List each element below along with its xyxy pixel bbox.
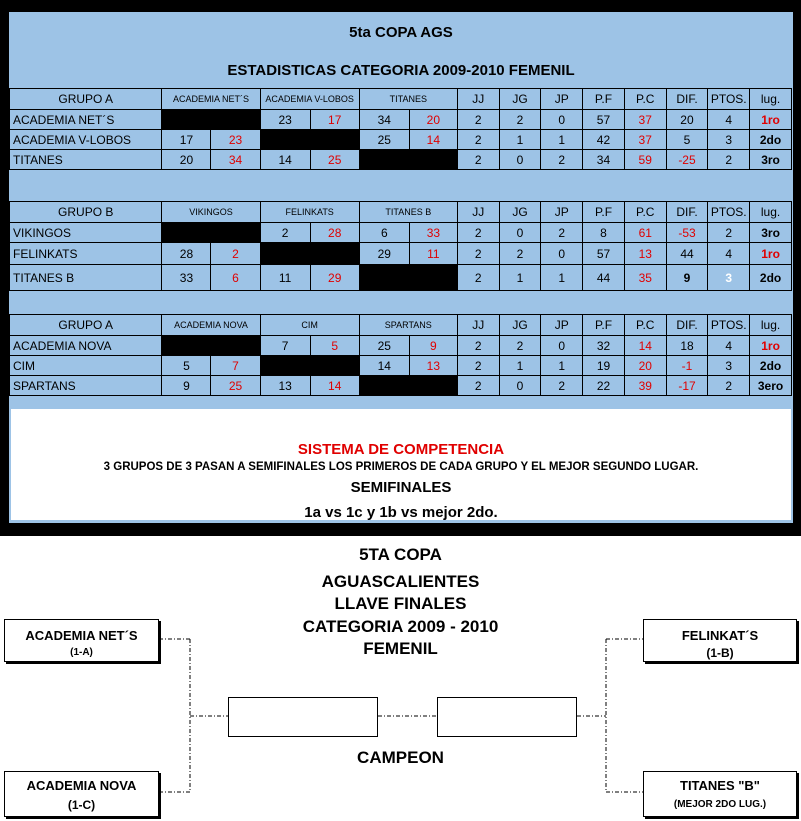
team-name: FELINKAT´S: [681, 628, 759, 643]
stat-dif: -25: [666, 150, 708, 170]
stat-lug: 2do: [750, 130, 792, 150]
stat-jp: 0: [541, 110, 583, 130]
stat-pc: 14: [624, 336, 666, 356]
stat-pc: 35: [624, 265, 666, 291]
team-seed: (1-A): [70, 647, 93, 658]
team-name: TITANES: [10, 150, 162, 170]
stat-jj: 2: [457, 223, 499, 243]
stat-ptos: 3: [708, 356, 750, 376]
points-against: 13: [409, 356, 457, 376]
stat-header: lug.: [750, 202, 792, 223]
points-for: 6: [359, 223, 409, 243]
team-name: FELINKATS: [10, 243, 162, 265]
stat-pf: 42: [583, 130, 625, 150]
stat-header: lug.: [750, 315, 792, 336]
stat-dif: 44: [666, 243, 708, 265]
points-for: 13: [260, 376, 310, 396]
points-for: 2: [260, 223, 310, 243]
points-for: 11: [260, 265, 310, 291]
stat-jp: 1: [541, 356, 583, 376]
points-against: 29: [310, 265, 359, 291]
stat-pf: 57: [583, 243, 625, 265]
team-name: ACADEMIA NOVA: [10, 336, 162, 356]
stat-pf: 19: [583, 356, 625, 376]
stat-jj: 2: [457, 336, 499, 356]
stat-header: JJ: [457, 202, 499, 223]
points-against: 28: [310, 223, 359, 243]
stat-jp: 0: [541, 336, 583, 356]
stat-jp: 2: [541, 150, 583, 170]
team-seed: (MEJOR 2DO LUG.): [673, 799, 767, 810]
opponent-header: TITANES B: [359, 202, 457, 223]
team-box-academia-nova: [4, 771, 159, 817]
stat-dif: 9: [666, 265, 708, 291]
team-name: CIM: [10, 356, 162, 376]
stat-pc: 20: [624, 356, 666, 376]
stat-ptos: 4: [708, 110, 750, 130]
stat-header: PTOS.: [708, 315, 750, 336]
stat-header: P.C: [624, 89, 666, 110]
stat-pf: 44: [583, 265, 625, 291]
points-against: 23: [211, 130, 260, 150]
bracket-title-5: FEMENIL: [363, 639, 438, 658]
points-for: 14: [359, 356, 409, 376]
points-against: 17: [310, 110, 359, 130]
page-title: 5ta COPA AGS: [349, 24, 453, 41]
stat-header: JP: [541, 315, 583, 336]
points-against: 14: [409, 130, 457, 150]
stat-jj: 2: [457, 243, 499, 265]
points-for: 25: [359, 336, 409, 356]
points-for: 33: [162, 265, 211, 291]
stat-dif: -1: [666, 356, 708, 376]
stat-header: P.F: [583, 89, 625, 110]
stat-jg: 2: [499, 336, 541, 356]
points-for: 29: [359, 243, 409, 265]
system-description: 3 GRUPOS DE 3 PASAN A SEMIFINALES LOS PRIMEROS DE CADA GRUPO Y EL MEJOR SEGUNDO LUGAR.: [103, 461, 699, 473]
points-against: 14: [310, 376, 359, 396]
stat-header: JJ: [457, 89, 499, 110]
stat-dif: 5: [666, 130, 708, 150]
stat-header: DIF.: [666, 202, 708, 223]
group-name: GRUPO A: [10, 315, 162, 336]
points-against: 11: [409, 243, 457, 265]
stat-pc: 59: [624, 150, 666, 170]
semifinals-text: 1a vs 1c y 1b vs mejor 2do.: [304, 504, 498, 521]
stat-pf: 34: [583, 150, 625, 170]
opponent-header: ACADEMIA NOVA: [162, 315, 260, 336]
points-against: 7: [211, 356, 260, 376]
stat-pc: 61: [624, 223, 666, 243]
finalist-slot-right: [437, 697, 577, 737]
points-against: 9: [409, 336, 457, 356]
team-name: SPARTANS: [10, 376, 162, 396]
stat-pf: 32: [583, 336, 625, 356]
team-name: ACADEMIA NOVA: [26, 778, 137, 793]
team-name: ACADEMIA V-LOBOS: [10, 130, 162, 150]
points-for: 25: [359, 130, 409, 150]
points-for: 20: [162, 150, 211, 170]
stat-lug: 1ro: [750, 110, 792, 130]
points-for: 9: [162, 376, 211, 396]
points-against: 25: [211, 376, 260, 396]
stat-pf: 22: [583, 376, 625, 396]
stat-jp: 2: [541, 223, 583, 243]
points-against: 34: [211, 150, 260, 170]
stat-header: JG: [499, 202, 541, 223]
bracket-title-2: AGUASCALIENTES: [321, 572, 480, 591]
team-box-titanes-b: [643, 771, 797, 817]
opponent-header: FELINKATS: [260, 202, 359, 223]
points-for: 17: [162, 130, 211, 150]
stat-jp: 2: [541, 376, 583, 396]
stat-jg: 1: [499, 265, 541, 291]
stat-header: JG: [499, 315, 541, 336]
stat-pc: 37: [624, 130, 666, 150]
stat-jj: 2: [457, 265, 499, 291]
points-for: 5: [162, 356, 211, 376]
stat-pf: 8: [583, 223, 625, 243]
stat-lug: 1ro: [750, 336, 792, 356]
points-against: 2: [211, 243, 260, 265]
stat-ptos: 2: [708, 376, 750, 396]
group-name: GRUPO A: [10, 89, 162, 110]
points-against: 5: [310, 336, 359, 356]
stat-ptos: 4: [708, 243, 750, 265]
stat-header: lug.: [750, 89, 792, 110]
champion-label: CAMPEON: [357, 748, 444, 767]
stat-header: JP: [541, 89, 583, 110]
team-name: TITANES "B": [680, 778, 760, 793]
stat-header: P.C: [624, 315, 666, 336]
system-title: SISTEMA DE COMPETENCIA: [297, 441, 505, 458]
stat-header: JG: [499, 89, 541, 110]
points-against: 33: [409, 223, 457, 243]
stat-jp: 0: [541, 243, 583, 265]
stat-header: PTOS.: [708, 202, 750, 223]
points-for: 34: [359, 110, 409, 130]
stat-pc: 13: [624, 243, 666, 265]
stat-lug: 2do: [750, 265, 792, 291]
finalist-slot-left: [228, 697, 378, 737]
opponent-header: ACADEMIA V-LOBOS: [260, 89, 359, 110]
stat-lug: 3ro: [750, 223, 792, 243]
stat-jj: 2: [457, 110, 499, 130]
group-name: GRUPO B: [10, 202, 162, 223]
points-for: 28: [162, 243, 211, 265]
stat-ptos: 4: [708, 336, 750, 356]
stat-jg: 2: [499, 243, 541, 265]
stat-jj: 2: [457, 150, 499, 170]
points-against: 25: [310, 150, 359, 170]
bracket-title-3: LLAVE FINALES: [334, 594, 467, 613]
stat-pc: 37: [624, 110, 666, 130]
team-seed: (1-B): [706, 646, 734, 660]
stat-jj: 2: [457, 130, 499, 150]
team-name: VIKINGOS: [10, 223, 162, 243]
stat-dif: -17: [666, 376, 708, 396]
stat-ptos: 3: [708, 130, 750, 150]
stat-header: P.C: [624, 202, 666, 223]
points-for: 14: [260, 150, 310, 170]
stat-pc: 39: [624, 376, 666, 396]
semifinals-title: SEMIFINALES: [350, 479, 452, 496]
stat-jg: 1: [499, 356, 541, 376]
stat-header: JJ: [457, 315, 499, 336]
points-for: 7: [260, 336, 310, 356]
stat-lug: 3ero: [750, 376, 792, 396]
stat-jp: 1: [541, 265, 583, 291]
opponent-header: VIKINGOS: [162, 202, 260, 223]
stat-jg: 0: [499, 376, 541, 396]
team-box-academia-nets: [4, 619, 159, 662]
team-seed: (1-C): [67, 798, 96, 812]
opponent-header: CIM: [260, 315, 359, 336]
stat-jg: 2: [499, 110, 541, 130]
team-box-felinkats: [643, 619, 797, 662]
stat-dif: -53: [666, 223, 708, 243]
stat-header: P.F: [583, 202, 625, 223]
stat-dif: 20: [666, 110, 708, 130]
stat-header: DIF.: [666, 89, 708, 110]
stat-header: P.F: [583, 315, 625, 336]
stat-pf: 57: [583, 110, 625, 130]
stat-jg: 0: [499, 150, 541, 170]
stat-jg: 0: [499, 223, 541, 243]
bracket-title-4: CATEGORIA 2009 - 2010: [302, 617, 499, 636]
team-name: TITANES B: [10, 265, 162, 291]
team-name: ACADEMIA NET´S: [25, 628, 138, 643]
stat-ptos: 2: [708, 223, 750, 243]
points-against: 20: [409, 110, 457, 130]
stat-header: JP: [541, 202, 583, 223]
team-name: ACADEMIA NET´S: [10, 110, 162, 130]
stat-header: DIF.: [666, 315, 708, 336]
stat-jg: 1: [499, 130, 541, 150]
opponent-header: ACADEMIA NET´S: [162, 89, 260, 110]
stat-jj: 2: [457, 376, 499, 396]
bracket-title-1: 5TA COPA: [359, 545, 442, 564]
page-subtitle: ESTADISTICAS CATEGORIA 2009-2010 FEMENIL: [227, 62, 575, 79]
stat-header: PTOS.: [708, 89, 750, 110]
stat-dif: 18: [666, 336, 708, 356]
opponent-header: TITANES: [359, 89, 457, 110]
points-for: 23: [260, 110, 310, 130]
stat-lug: 3ro: [750, 150, 792, 170]
stat-jp: 1: [541, 130, 583, 150]
opponent-header: SPARTANS: [359, 315, 457, 336]
stat-lug: 1ro: [750, 243, 792, 265]
stat-jj: 2: [457, 356, 499, 376]
stat-lug: 2do: [750, 356, 792, 376]
points-against: 6: [211, 265, 260, 291]
stat-ptos: 3: [708, 265, 750, 291]
stat-ptos: 2: [708, 150, 750, 170]
